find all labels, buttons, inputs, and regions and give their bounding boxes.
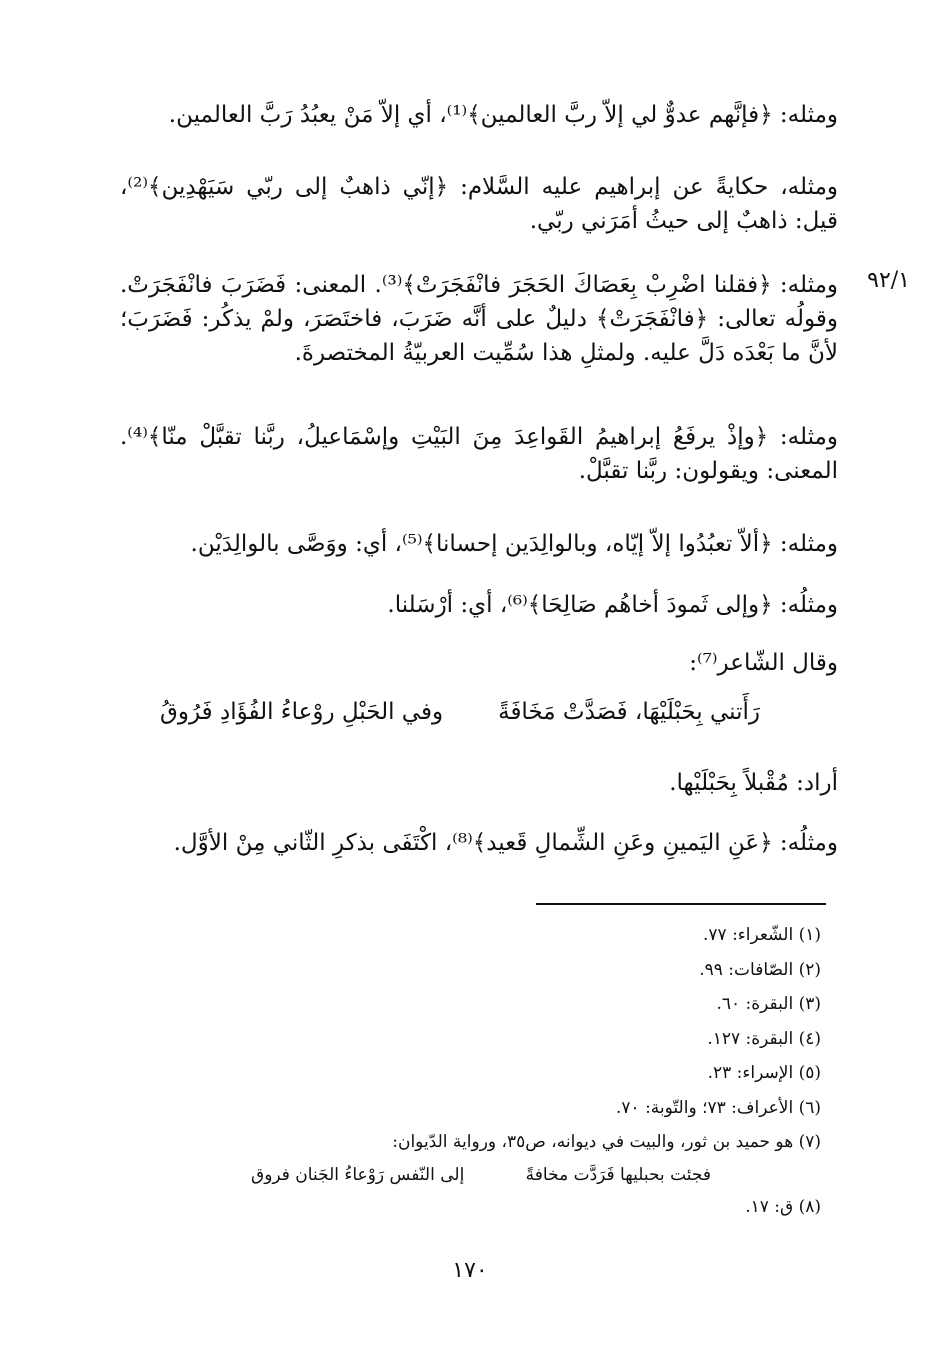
footnote-verse bbox=[121, 1160, 821, 1190]
poetry-verse bbox=[160, 695, 760, 729]
paragraph-1: ومثله: ﴿فإنَّهم عدوٌّ لي إلاّ ربَّ العالمين﴾⁽¹⁾، أي إلاّ مَنْ يعبُدُ رَبَّ العالمين. bbox=[168, 102, 838, 128]
footnote-item: (٣) البقرة: ٦٠. bbox=[716, 994, 821, 1014]
paragraph-4: ومثله: ﴿وإذْ يرفَعُ إبراهيمُ القَواعِدَ مِنَ البَيْتِ وإسْمَاعيلُ، ربَّنا تقبَّلْ منّا﴾⁽⁴⁾. المعنى: ويقولون: ربَّنا تقبَّلْ. bbox=[120, 424, 838, 484]
page-number: ١٧٠ bbox=[452, 1258, 488, 1283]
paragraph-3: ومثله: ﴿فقلنا اضْرِبْ بِعَصَاكَ الحَجَرَ فانْفَجَرَتْ﴾⁽³⁾. المعنى: فَضَرَبَ فانْفَجَرَتْ. وقولُه تعالى: ﴿فانْفَجَرَتْ﴾ دليلٌ على أنَّه ضَرَبَ، فاختَصَرَ، ولمْ يذكُر: فَضَرَبَ؛ لأنَّ ما بَعْدَه دَلَّ عليه. ولمثلِ هذا سُمِّيت العربيّةُ المختصرةَ. bbox=[120, 272, 838, 366]
footnote-item: (٧) هو حميد بن ثور، والبيت في ديوانه، ص٣٥، ورواية الدّيوان: bbox=[392, 1132, 821, 1152]
paragraph-2: ومثله، حكايةً عن إبراهيم عليه السَّلام: ﴿إنّي ذاهبٌ إلى ربّي سَيَهْدِين﴾⁽²⁾، قيل: ذاهبٌ إلى حيثُ أمَرَني ربّي. bbox=[120, 174, 838, 234]
footnote-separator bbox=[536, 903, 826, 905]
margin-page-reference: ٩٢/١ bbox=[867, 268, 910, 293]
footnotes-list bbox=[121, 918, 821, 1224]
paragraph-after-verse: أراد: مُقْبلاً بِحَبْلَيْها. bbox=[669, 770, 838, 796]
footnote-item: (٥) الإسراء: ٢٣. bbox=[707, 1063, 821, 1083]
verse-first-hemistich: رَأَتني بِحَبْلَيْهَا، فَصَدَّتْ مَخَافَةً bbox=[498, 699, 760, 725]
footnote-item: (٦) الأعراف: ٧٣؛ والتّوبة: ٧٠. bbox=[616, 1097, 821, 1118]
footnote-item: (٢) الصّافات: ٩٩. bbox=[699, 959, 821, 980]
footnote-item: (١) الشّعراء: ٧٧. bbox=[703, 925, 821, 945]
footnote-item: (٤) البقرة: ١٢٧. bbox=[707, 1028, 821, 1049]
footnote-item: (٨) ق: ١٧. bbox=[745, 1196, 821, 1217]
paragraph-7: وقال الشّاعر⁽⁷⁾: bbox=[689, 650, 838, 676]
footnote-verse-second: إلى النّفس رَوْعاءُ الجَنان فروق bbox=[251, 1164, 465, 1185]
paragraph-last: ومثلُه: ﴿عَنِ اليَمينِ وعَنِ الشِّمالِ قَعيد﴾⁽⁸⁾، اكْتَفَى بذكرِ الثّاني مِنْ الأوَّل. bbox=[173, 830, 838, 856]
verse-second-hemistich: وفي الحَبْلِ روْعاءُ الفُؤَادِ فَرُوقُ bbox=[160, 699, 444, 725]
paragraph-5: ومثله: ﴿ألاّ تعبُدُوا إلاّ إيّاه، وبالوالِدَين إحسانا﴾⁽⁵⁾، أي: ووَصَّى بالوالِدَيْن. bbox=[190, 531, 838, 557]
footnote-verse-first: فجئت بحبليها فَرَدَّت مخافةً bbox=[525, 1164, 711, 1185]
paragraph-6: ومثلُه: ﴿وإلى ثَمودَ أخاهُم صَالِحَا﴾⁽⁶⁾، أي: أرْسَلنا. bbox=[387, 592, 838, 618]
